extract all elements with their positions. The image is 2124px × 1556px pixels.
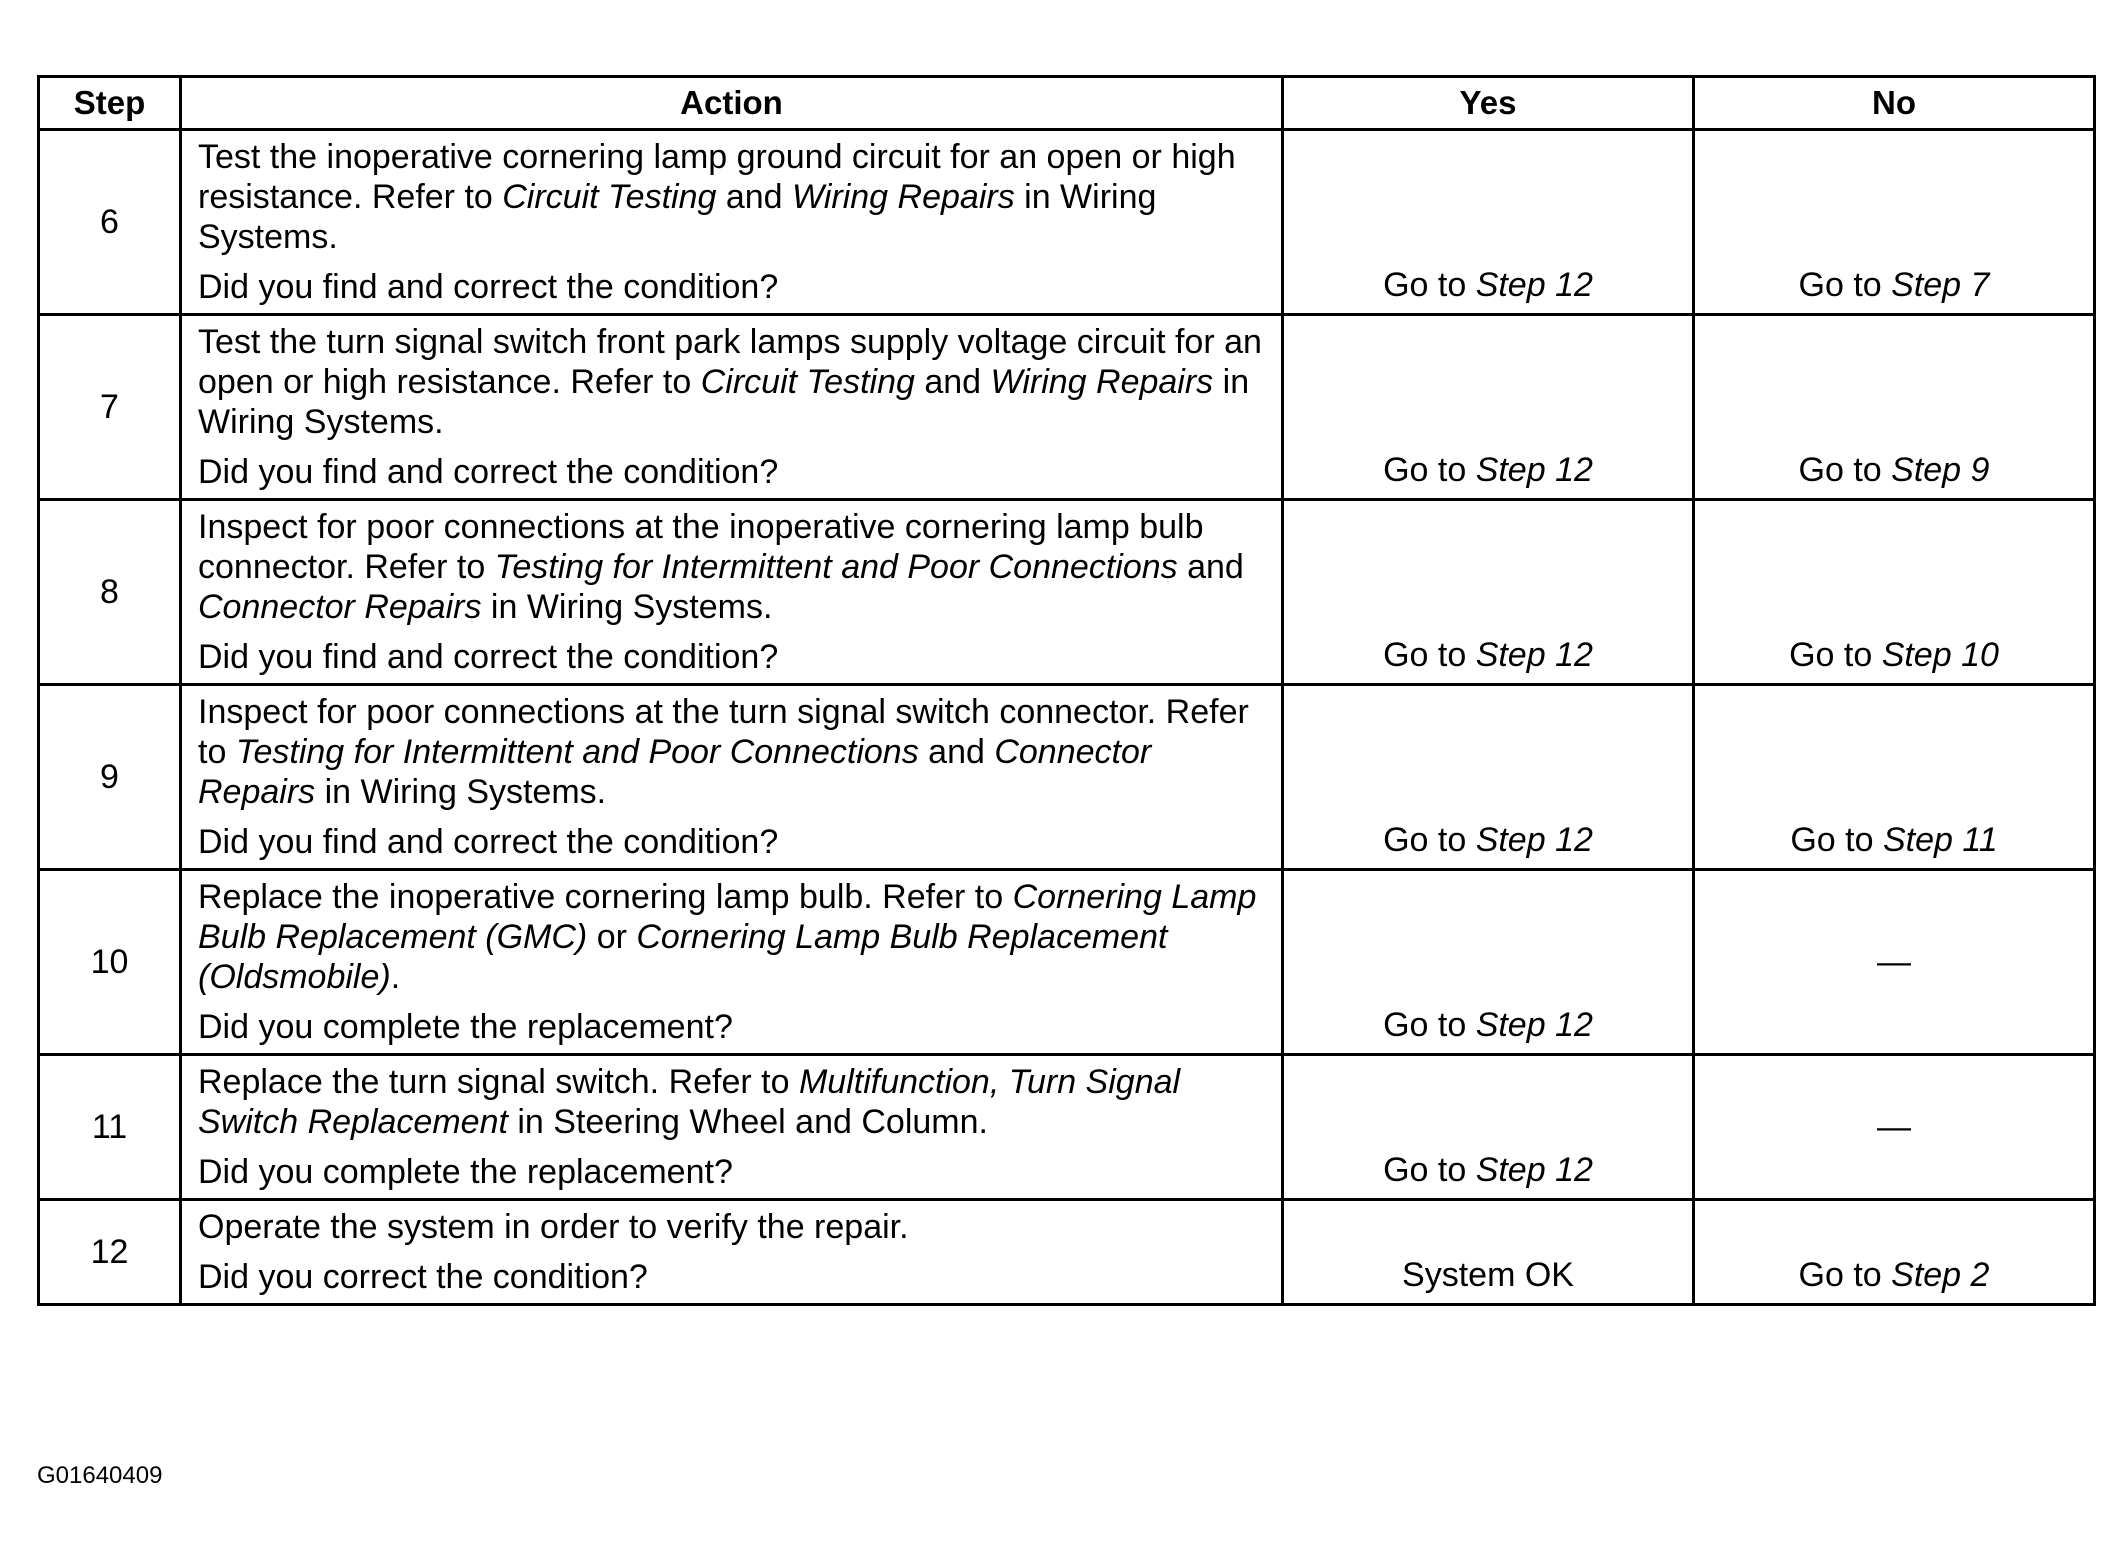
step-number: 9	[39, 685, 181, 870]
no-text: —	[1877, 1108, 1911, 1146]
action-reference: Connector Repairs	[198, 733, 1152, 811]
action-text	[198, 507, 1267, 627]
no-step-ref: Step 2	[1891, 1256, 1990, 1294]
header-yes: Yes	[1283, 77, 1694, 130]
action-text	[198, 322, 1267, 442]
no-result	[1694, 130, 2095, 315]
table-row	[39, 685, 2095, 870]
action-reference: Wiring Repairs	[792, 178, 1015, 216]
header-no: No	[1694, 77, 2095, 130]
figure-id: G01640409	[37, 1462, 163, 1489]
header-action: Action	[181, 77, 1283, 130]
action-reference: Testing for Intermittent and Poor Connections	[235, 733, 919, 771]
yes-result	[1283, 685, 1694, 870]
header-row	[39, 77, 2095, 130]
no-text: Go to	[1789, 636, 1882, 674]
action-cell	[181, 685, 1283, 870]
action-cell	[181, 500, 1283, 685]
action-text-part: Operate the system in order to verify the repair.	[198, 1208, 909, 1246]
action-reference: Wiring Repairs	[990, 363, 1214, 401]
yes-step-ref: Step 12	[1475, 451, 1593, 489]
no-step-ref: Step 9	[1891, 451, 1990, 489]
action-text-part: .	[390, 958, 401, 996]
table-row	[39, 870, 2095, 1055]
no-result	[1694, 1055, 2095, 1200]
action-text-part: Inspect for poor connections at the inoperative cornering lamp bulb connector. Refer to	[198, 508, 1204, 586]
yes-text: Go to	[1383, 451, 1476, 489]
action-question: Did you find and correct the condition?	[198, 638, 779, 676]
action-text-part: in Steering Wheel and Column.	[507, 1103, 988, 1141]
yes-text: System OK	[1402, 1256, 1574, 1294]
no-result	[1694, 500, 2095, 685]
action-text	[198, 1062, 1267, 1142]
yes-result	[1283, 870, 1694, 1055]
yes-result	[1283, 130, 1694, 315]
yes-step-ref: Step 12	[1475, 1006, 1593, 1044]
table-body	[39, 130, 2095, 1305]
action-text	[198, 692, 1267, 812]
action-question: Did you find and correct the condition?	[198, 268, 779, 306]
action-text-part: and	[716, 178, 793, 216]
no-result	[1694, 1200, 2095, 1305]
table-row	[39, 500, 2095, 685]
action-text-part: and	[918, 733, 995, 771]
action-reference: Circuit Testing	[502, 178, 717, 216]
no-text: Go to	[1798, 1256, 1892, 1294]
header-step: Step	[39, 77, 181, 130]
table-header	[39, 77, 2095, 130]
table-row	[39, 1200, 2095, 1305]
step-number: 8	[39, 500, 181, 685]
action-question: Did you find and correct the condition?	[198, 453, 779, 491]
no-step-ref: Step 10	[1881, 636, 1999, 674]
action-text-part: and	[914, 363, 991, 401]
yes-step-ref: Step 12	[1475, 821, 1593, 859]
step-number: 11	[39, 1055, 181, 1200]
action-question: Did you complete the replacement?	[198, 1008, 733, 1046]
step-number: 6	[39, 130, 181, 315]
action-text-part: in Wiring Systems.	[198, 363, 1250, 441]
action-text-part: Test the inoperative cornering lamp ground circuit for an open or high resistance. Refer to	[198, 138, 1236, 216]
action-text-part: in Wiring Systems.	[198, 178, 1157, 256]
no-text: —	[1877, 943, 1911, 981]
no-result	[1694, 315, 2095, 500]
action-text-part: or	[587, 918, 637, 956]
diagnostic-table	[37, 75, 2096, 1306]
yes-text: Go to	[1383, 636, 1476, 674]
no-result	[1694, 870, 2095, 1055]
yes-result	[1283, 1200, 1694, 1305]
yes-result	[1283, 315, 1694, 500]
action-reference: Connector Repairs	[198, 588, 482, 626]
table-row	[39, 315, 2095, 500]
table-row	[39, 130, 2095, 315]
no-result	[1694, 685, 2095, 870]
yes-step-ref: Step 12	[1475, 266, 1593, 304]
no-text: Go to	[1790, 821, 1883, 859]
table-row	[39, 1055, 2095, 1200]
step-number: 10	[39, 870, 181, 1055]
no-step-ref: Step 7	[1891, 266, 1990, 304]
action-reference: Testing for Intermittent and Poor Connections	[494, 548, 1178, 586]
action-text-part: and	[1177, 548, 1244, 586]
action-text-part: in Wiring Systems.	[315, 773, 607, 811]
action-text	[198, 137, 1267, 257]
yes-text: Go to	[1383, 266, 1476, 304]
step-number: 7	[39, 315, 181, 500]
step-number: 12	[39, 1200, 181, 1305]
action-cell	[181, 1200, 1283, 1305]
no-step-ref: Step 11	[1882, 821, 1998, 859]
no-text: Go to	[1798, 451, 1892, 489]
action-question: Did you find and correct the condition?	[198, 823, 779, 861]
no-text: Go to	[1798, 266, 1892, 304]
yes-text: Go to	[1383, 1151, 1476, 1189]
action-cell	[181, 870, 1283, 1055]
action-reference: Cornering Lamp Bulb Replacement (GMC)	[198, 878, 1257, 956]
yes-text: Go to	[1383, 1006, 1476, 1044]
yes-result	[1283, 500, 1694, 685]
action-cell	[181, 315, 1283, 500]
yes-step-ref: Step 12	[1475, 636, 1593, 674]
action-reference: Multifunction, Turn Signal Switch Replacement	[198, 1063, 1181, 1141]
action-cell	[181, 1055, 1283, 1200]
action-cell	[181, 130, 1283, 315]
yes-result	[1283, 1055, 1694, 1200]
action-text	[198, 877, 1267, 997]
yes-step-ref: Step 12	[1475, 1151, 1593, 1189]
action-text	[198, 1207, 1267, 1247]
action-reference: Circuit Testing	[700, 363, 915, 401]
action-text-part: Replace the inoperative cornering lamp bulb. Refer to	[198, 878, 1013, 916]
action-question: Did you complete the replacement?	[198, 1153, 733, 1191]
action-reference: Cornering Lamp Bulb Replacement (Oldsmobile)	[198, 918, 1168, 996]
yes-text: Go to	[1383, 821, 1476, 859]
action-text-part: Inspect for poor connections at the turn signal switch connector. Refer to	[198, 693, 1249, 771]
action-text-part: Replace the turn signal switch. Refer to	[198, 1063, 799, 1101]
action-text-part: Test the turn signal switch front park lamps supply voltage circuit for an open or high resistance. Refer to	[198, 323, 1262, 401]
action-question: Did you correct the condition?	[198, 1258, 648, 1296]
action-text-part: in Wiring Systems.	[481, 588, 773, 626]
